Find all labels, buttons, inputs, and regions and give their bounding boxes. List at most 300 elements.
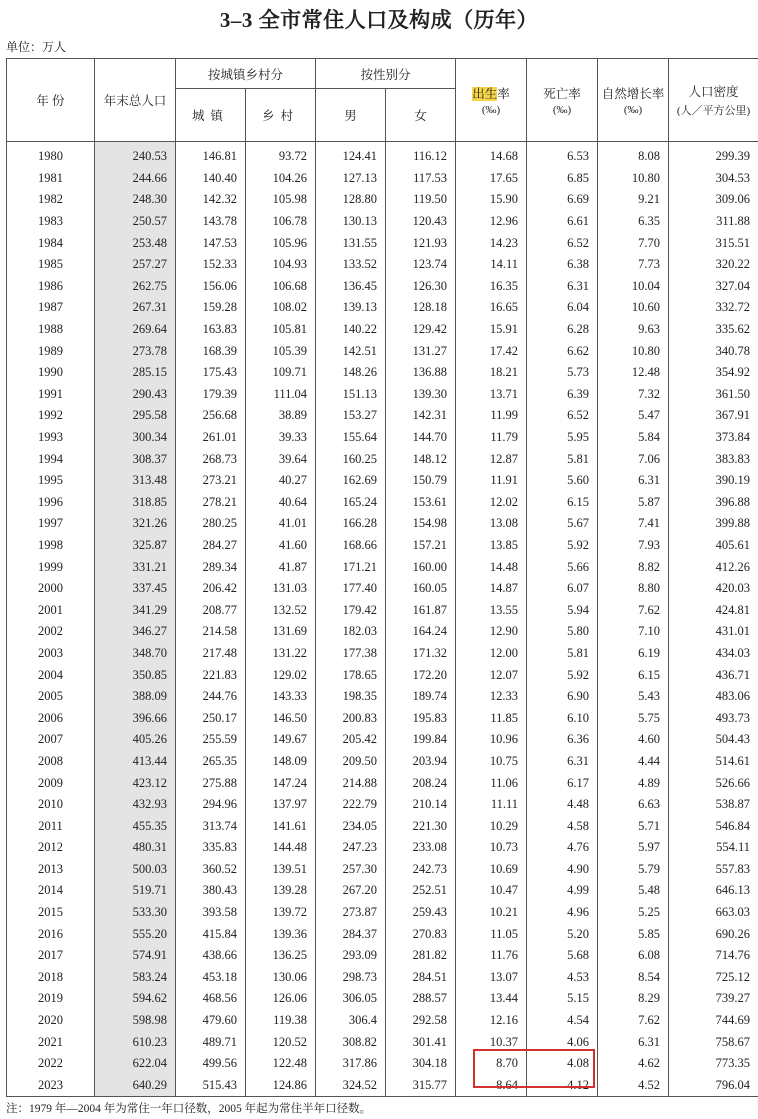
- cell-natural-growth: 6.31: [598, 1031, 669, 1053]
- cell-density: 361.50: [669, 384, 758, 406]
- cell-rural: 108.02: [246, 297, 316, 319]
- cell-female: 116.12: [386, 142, 456, 168]
- cell-total: 594.62: [95, 988, 176, 1010]
- cell-density: 546.84: [669, 815, 758, 837]
- cell-density: 332.72: [669, 297, 758, 319]
- cell-birth-rate: 16.35: [456, 276, 527, 298]
- cell-urban: 335.83: [176, 837, 246, 859]
- cell-female: 171.32: [386, 643, 456, 665]
- cell-total: 248.30: [95, 189, 176, 211]
- cell-total: 622.04: [95, 1053, 176, 1075]
- cell-birth-rate: 11.91: [456, 470, 527, 492]
- cell-rural: 143.33: [246, 686, 316, 708]
- cell-year: 2003: [7, 643, 95, 665]
- cell-male: 136.45: [316, 276, 386, 298]
- cell-birth-rate: 18.21: [456, 362, 527, 384]
- table-row: [7, 643, 758, 665]
- table-row: [7, 1053, 758, 1075]
- cell-birth-rate: 12.87: [456, 448, 527, 470]
- cell-density: 354.92: [669, 362, 758, 384]
- cell-birth-rate: 13.44: [456, 988, 527, 1010]
- cell-death-rate: 4.53: [527, 967, 598, 989]
- cell-female: 123.74: [386, 254, 456, 276]
- cell-male: 257.30: [316, 859, 386, 881]
- cell-total: 574.91: [95, 945, 176, 967]
- cell-natural-growth: 5.75: [598, 707, 669, 729]
- cell-male: 222.79: [316, 794, 386, 816]
- cell-density: 405.61: [669, 535, 758, 557]
- cell-rural: 104.26: [246, 168, 316, 190]
- cell-year: 2011: [7, 815, 95, 837]
- cell-rural: 148.09: [246, 751, 316, 773]
- cell-total: 285.15: [95, 362, 176, 384]
- cell-urban: 143.78: [176, 211, 246, 233]
- header-birth-rate-unit: (‰): [481, 104, 501, 116]
- cell-rural: 39.64: [246, 448, 316, 470]
- cell-year: 1993: [7, 427, 95, 449]
- cell-rural: 93.72: [246, 142, 316, 168]
- cell-birth-rate: 12.02: [456, 492, 527, 514]
- cell-year: 2016: [7, 923, 95, 945]
- cell-urban: 256.68: [176, 405, 246, 427]
- cell-density: 383.83: [669, 448, 758, 470]
- table-row: [7, 276, 758, 298]
- cell-rural: 139.51: [246, 859, 316, 881]
- cell-rural: 106.68: [246, 276, 316, 298]
- cell-urban: 499.56: [176, 1053, 246, 1075]
- cell-total: 405.26: [95, 729, 176, 751]
- cell-density: 327.04: [669, 276, 758, 298]
- cell-female: 136.88: [386, 362, 456, 384]
- cell-death-rate: 4.54: [527, 1010, 598, 1032]
- header-birth-rate: [456, 59, 527, 142]
- cell-year: 1991: [7, 384, 95, 406]
- cell-density: 436.71: [669, 664, 758, 686]
- cell-death-rate: 5.66: [527, 556, 598, 578]
- cell-urban: 142.32: [176, 189, 246, 211]
- cell-female: 252.51: [386, 880, 456, 902]
- cell-female: 242.73: [386, 859, 456, 881]
- cell-birth-rate: 14.11: [456, 254, 527, 276]
- cell-death-rate: 6.52: [527, 232, 598, 254]
- cell-female: 139.30: [386, 384, 456, 406]
- cell-male: 124.41: [316, 142, 386, 168]
- cell-year: 1992: [7, 405, 95, 427]
- cell-birth-rate: 16.65: [456, 297, 527, 319]
- cell-urban: 244.76: [176, 686, 246, 708]
- cell-natural-growth: 7.93: [598, 535, 669, 557]
- cell-density: 373.84: [669, 427, 758, 449]
- table-row: [7, 232, 758, 254]
- cell-year: 2008: [7, 751, 95, 773]
- cell-natural-growth: 6.35: [598, 211, 669, 233]
- cell-female: 233.08: [386, 837, 456, 859]
- table-row: [7, 470, 758, 492]
- cell-female: 284.51: [386, 967, 456, 989]
- cell-urban: 453.18: [176, 967, 246, 989]
- header-density-unit: (人／平方公里): [676, 105, 751, 117]
- cell-female: 270.83: [386, 923, 456, 945]
- cell-rural: 124.86: [246, 1075, 316, 1097]
- cell-female: 199.84: [386, 729, 456, 751]
- cell-density: 646.13: [669, 880, 758, 902]
- cell-urban: 206.42: [176, 578, 246, 600]
- cell-density: 420.03: [669, 578, 758, 600]
- table-row: [7, 319, 758, 341]
- cell-death-rate: 6.85: [527, 168, 598, 190]
- cell-urban: 273.21: [176, 470, 246, 492]
- cell-year: 2006: [7, 707, 95, 729]
- cell-urban: 159.28: [176, 297, 246, 319]
- cell-urban: 250.17: [176, 707, 246, 729]
- cell-death-rate: 6.04: [527, 297, 598, 319]
- cell-density: 526.66: [669, 772, 758, 794]
- table-row: [7, 189, 758, 211]
- cell-rural: 139.72: [246, 902, 316, 924]
- cell-death-rate: 4.96: [527, 902, 598, 924]
- table-row: [7, 297, 758, 319]
- cell-male: 155.64: [316, 427, 386, 449]
- table-row: [7, 729, 758, 751]
- cell-death-rate: 6.90: [527, 686, 598, 708]
- cell-total: 533.30: [95, 902, 176, 924]
- cell-urban: 280.25: [176, 513, 246, 535]
- cell-natural-growth: 7.06: [598, 448, 669, 470]
- cell-death-rate: 5.80: [527, 621, 598, 643]
- cell-urban: 438.66: [176, 945, 246, 967]
- cell-rural: 136.25: [246, 945, 316, 967]
- cell-year: 2001: [7, 599, 95, 621]
- cell-natural-growth: 8.80: [598, 578, 669, 600]
- cell-year: 1990: [7, 362, 95, 384]
- cell-urban: 152.33: [176, 254, 246, 276]
- cell-density: 739.27: [669, 988, 758, 1010]
- cell-year: 2022: [7, 1053, 95, 1075]
- cell-female: 195.83: [386, 707, 456, 729]
- cell-female: 288.57: [386, 988, 456, 1010]
- cell-female: 148.12: [386, 448, 456, 470]
- cell-birth-rate: 12.96: [456, 211, 527, 233]
- cell-density: 424.81: [669, 599, 758, 621]
- cell-birth-rate: 15.90: [456, 189, 527, 211]
- cell-female: 120.43: [386, 211, 456, 233]
- cell-year: 2015: [7, 902, 95, 924]
- cell-density: 399.88: [669, 513, 758, 535]
- cell-year: 2019: [7, 988, 95, 1010]
- table-row: [7, 859, 758, 881]
- cell-male: 139.13: [316, 297, 386, 319]
- cell-death-rate: 5.15: [527, 988, 598, 1010]
- cell-rural: 40.27: [246, 470, 316, 492]
- cell-total: 388.09: [95, 686, 176, 708]
- cell-total: 555.20: [95, 923, 176, 945]
- cell-death-rate: 4.58: [527, 815, 598, 837]
- cell-birth-rate: 13.55: [456, 599, 527, 621]
- cell-rural: 41.87: [246, 556, 316, 578]
- cell-total: 341.29: [95, 599, 176, 621]
- footnote: 注：1979 年—2004 年为常住一年口径数，2005 年起为常住半年口径数。: [6, 1103, 372, 1115]
- cell-urban: 147.53: [176, 232, 246, 254]
- cell-death-rate: 6.07: [527, 578, 598, 600]
- cell-total: 331.21: [95, 556, 176, 578]
- cell-urban: 179.39: [176, 384, 246, 406]
- cell-male: 182.03: [316, 621, 386, 643]
- cell-birth-rate: 10.69: [456, 859, 527, 881]
- table-row: [7, 902, 758, 924]
- cell-rural: 104.93: [246, 254, 316, 276]
- table-row: [7, 1010, 758, 1032]
- cell-birth-rate: 14.68: [456, 142, 527, 168]
- cell-density: 315.51: [669, 232, 758, 254]
- cell-death-rate: 4.90: [527, 859, 598, 881]
- cell-density: 434.03: [669, 643, 758, 665]
- cell-natural-growth: 6.31: [598, 470, 669, 492]
- cell-male: 198.35: [316, 686, 386, 708]
- cell-rural: 111.04: [246, 384, 316, 406]
- cell-year: 1997: [7, 513, 95, 535]
- cell-birth-rate: 12.16: [456, 1010, 527, 1032]
- cell-female: 221.30: [386, 815, 456, 837]
- cell-natural-growth: 5.43: [598, 686, 669, 708]
- cell-density: 758.67: [669, 1031, 758, 1053]
- cell-birth-rate: 11.11: [456, 794, 527, 816]
- table-row: [7, 1031, 758, 1053]
- cell-death-rate: 5.20: [527, 923, 598, 945]
- header-urban-rural: 按城镇乡村分: [176, 59, 316, 89]
- table-row: [7, 967, 758, 989]
- cell-total: 610.23: [95, 1031, 176, 1053]
- cell-death-rate: 5.81: [527, 448, 598, 470]
- cell-year: 1999: [7, 556, 95, 578]
- cell-rural: 41.60: [246, 535, 316, 557]
- cell-density: 311.88: [669, 211, 758, 233]
- cell-rural: 137.97: [246, 794, 316, 816]
- cell-rural: 131.03: [246, 578, 316, 600]
- table-row: [7, 945, 758, 967]
- cell-urban: 289.34: [176, 556, 246, 578]
- cell-birth-rate: 10.37: [456, 1031, 527, 1053]
- cell-male: 317.86: [316, 1053, 386, 1075]
- cell-birth-rate: 8.70: [456, 1053, 527, 1075]
- cell-density: 725.12: [669, 967, 758, 989]
- cell-female: 150.79: [386, 470, 456, 492]
- table-row: [7, 988, 758, 1010]
- cell-death-rate: 6.10: [527, 707, 598, 729]
- cell-natural-growth: 4.62: [598, 1053, 669, 1075]
- cell-total: 253.48: [95, 232, 176, 254]
- cell-rural: 38.89: [246, 405, 316, 427]
- cell-natural-growth: 10.80: [598, 340, 669, 362]
- cell-female: 153.61: [386, 492, 456, 514]
- cell-natural-growth: 7.70: [598, 232, 669, 254]
- cell-death-rate: 4.99: [527, 880, 598, 902]
- cell-density: 714.76: [669, 945, 758, 967]
- cell-total: 267.31: [95, 297, 176, 319]
- cell-male: 142.51: [316, 340, 386, 362]
- cell-death-rate: 4.08: [527, 1053, 598, 1075]
- cell-density: 538.87: [669, 794, 758, 816]
- cell-year: 1989: [7, 340, 95, 362]
- cell-natural-growth: 4.89: [598, 772, 669, 794]
- cell-male: 247.23: [316, 837, 386, 859]
- cell-male: 267.20: [316, 880, 386, 902]
- cell-male: 140.22: [316, 319, 386, 341]
- cell-urban: 313.74: [176, 815, 246, 837]
- header-female: 女: [386, 89, 456, 142]
- cell-birth-rate: 12.00: [456, 643, 527, 665]
- cell-female: 160.00: [386, 556, 456, 578]
- cell-male: 162.69: [316, 470, 386, 492]
- cell-natural-growth: 5.84: [598, 427, 669, 449]
- cell-female: 208.24: [386, 772, 456, 794]
- table-row: [7, 772, 758, 794]
- highlight-box: [473, 1049, 595, 1088]
- cell-natural-growth: 5.79: [598, 859, 669, 881]
- cell-natural-growth: 12.48: [598, 362, 669, 384]
- cell-density: 483.06: [669, 686, 758, 708]
- cell-urban: 140.40: [176, 168, 246, 190]
- cell-year: 2023: [7, 1075, 95, 1097]
- cell-female: 119.50: [386, 189, 456, 211]
- table-row: [7, 837, 758, 859]
- table-row: [7, 664, 758, 686]
- cell-male: 293.09: [316, 945, 386, 967]
- table-row: [7, 384, 758, 406]
- table-row: [7, 686, 758, 708]
- cell-female: 128.18: [386, 297, 456, 319]
- cell-year: 2009: [7, 772, 95, 794]
- cell-natural-growth: 4.52: [598, 1075, 669, 1097]
- cell-urban: 265.35: [176, 751, 246, 773]
- cell-rural: 131.69: [246, 621, 316, 643]
- cell-death-rate: 5.92: [527, 664, 598, 686]
- cell-natural-growth: 7.73: [598, 254, 669, 276]
- cell-death-rate: 4.06: [527, 1031, 598, 1053]
- cell-rural: 41.01: [246, 513, 316, 535]
- cell-death-rate: 4.48: [527, 794, 598, 816]
- cell-male: 306.4: [316, 1010, 386, 1032]
- table-row: [7, 880, 758, 902]
- cell-female: 161.87: [386, 599, 456, 621]
- cell-male: 151.13: [316, 384, 386, 406]
- cell-rural: 147.24: [246, 772, 316, 794]
- cell-rural: 126.06: [246, 988, 316, 1010]
- cell-total: 480.31: [95, 837, 176, 859]
- cell-birth-rate: 10.75: [456, 751, 527, 773]
- cell-year: 1998: [7, 535, 95, 557]
- cell-birth-rate: 14.23: [456, 232, 527, 254]
- cell-birth-rate: 11.05: [456, 923, 527, 945]
- cell-urban: 208.77: [176, 599, 246, 621]
- cell-density: 796.04: [669, 1075, 758, 1097]
- cell-density: 514.61: [669, 751, 758, 773]
- header-rural: 乡村: [246, 89, 316, 142]
- cell-birth-rate: 11.79: [456, 427, 527, 449]
- cell-natural-growth: 5.85: [598, 923, 669, 945]
- cell-female: 154.98: [386, 513, 456, 535]
- cell-rural: 105.98: [246, 189, 316, 211]
- cell-natural-growth: 6.15: [598, 664, 669, 686]
- cell-natural-growth: 5.71: [598, 815, 669, 837]
- cell-death-rate: 4.76: [527, 837, 598, 859]
- cell-female: 210.14: [386, 794, 456, 816]
- cell-death-rate: 5.95: [527, 427, 598, 449]
- cell-female: 259.43: [386, 902, 456, 924]
- cell-total: 337.45: [95, 578, 176, 600]
- cell-female: 304.18: [386, 1053, 456, 1075]
- cell-birth-rate: 12.33: [456, 686, 527, 708]
- cell-birth-rate: 12.90: [456, 621, 527, 643]
- cell-year: 1995: [7, 470, 95, 492]
- cell-death-rate: 5.94: [527, 599, 598, 621]
- cell-death-rate: 5.73: [527, 362, 598, 384]
- cell-female: 131.27: [386, 340, 456, 362]
- cell-urban: 479.60: [176, 1010, 246, 1032]
- cell-male: 130.13: [316, 211, 386, 233]
- cell-urban: 515.43: [176, 1075, 246, 1097]
- cell-death-rate: 6.31: [527, 751, 598, 773]
- cell-density: 304.53: [669, 168, 758, 190]
- cell-total: 244.66: [95, 168, 176, 190]
- table-row: [7, 1075, 758, 1097]
- cell-rural: 105.81: [246, 319, 316, 341]
- cell-birth-rate: 10.29: [456, 815, 527, 837]
- cell-male: 133.52: [316, 254, 386, 276]
- cell-natural-growth: 4.44: [598, 751, 669, 773]
- cell-death-rate: 6.38: [527, 254, 598, 276]
- cell-rural: 40.64: [246, 492, 316, 514]
- cell-total: 500.03: [95, 859, 176, 881]
- cell-birth-rate: 10.21: [456, 902, 527, 924]
- cell-male: 209.50: [316, 751, 386, 773]
- cell-total: 396.66: [95, 707, 176, 729]
- header-death-rate-label: 死亡率: [543, 87, 581, 101]
- cell-density: 690.26: [669, 923, 758, 945]
- cell-rural: 106.78: [246, 211, 316, 233]
- header-density: [669, 59, 758, 142]
- cell-death-rate: 6.36: [527, 729, 598, 751]
- cell-density: 744.69: [669, 1010, 758, 1032]
- cell-death-rate: 6.15: [527, 492, 598, 514]
- cell-year: 2021: [7, 1031, 95, 1053]
- cell-female: 144.70: [386, 427, 456, 449]
- cell-male: 160.25: [316, 448, 386, 470]
- cell-birth-rate: 11.76: [456, 945, 527, 967]
- cell-death-rate: 6.61: [527, 211, 598, 233]
- cell-male: 306.05: [316, 988, 386, 1010]
- cell-total: 432.93: [95, 794, 176, 816]
- cell-birth-rate: 14.87: [456, 578, 527, 600]
- cell-density: 396.88: [669, 492, 758, 514]
- cell-natural-growth: 8.29: [598, 988, 669, 1010]
- cell-natural-growth: 7.41: [598, 513, 669, 535]
- cell-female: 157.21: [386, 535, 456, 557]
- header-natural-growth-label: 自然增长率: [601, 87, 665, 101]
- cell-density: 390.19: [669, 470, 758, 492]
- cell-female: 301.41: [386, 1031, 456, 1053]
- cell-rural: 141.61: [246, 815, 316, 837]
- cell-female: 121.93: [386, 232, 456, 254]
- header-urban: 城镇: [176, 89, 246, 142]
- cell-death-rate: 6.62: [527, 340, 598, 362]
- cell-rural: 139.36: [246, 923, 316, 945]
- cell-year: 2017: [7, 945, 95, 967]
- cell-male: 179.42: [316, 599, 386, 621]
- cell-male: 273.87: [316, 902, 386, 924]
- cell-year: 2014: [7, 880, 95, 902]
- cell-rural: 105.96: [246, 232, 316, 254]
- cell-total: 290.43: [95, 384, 176, 406]
